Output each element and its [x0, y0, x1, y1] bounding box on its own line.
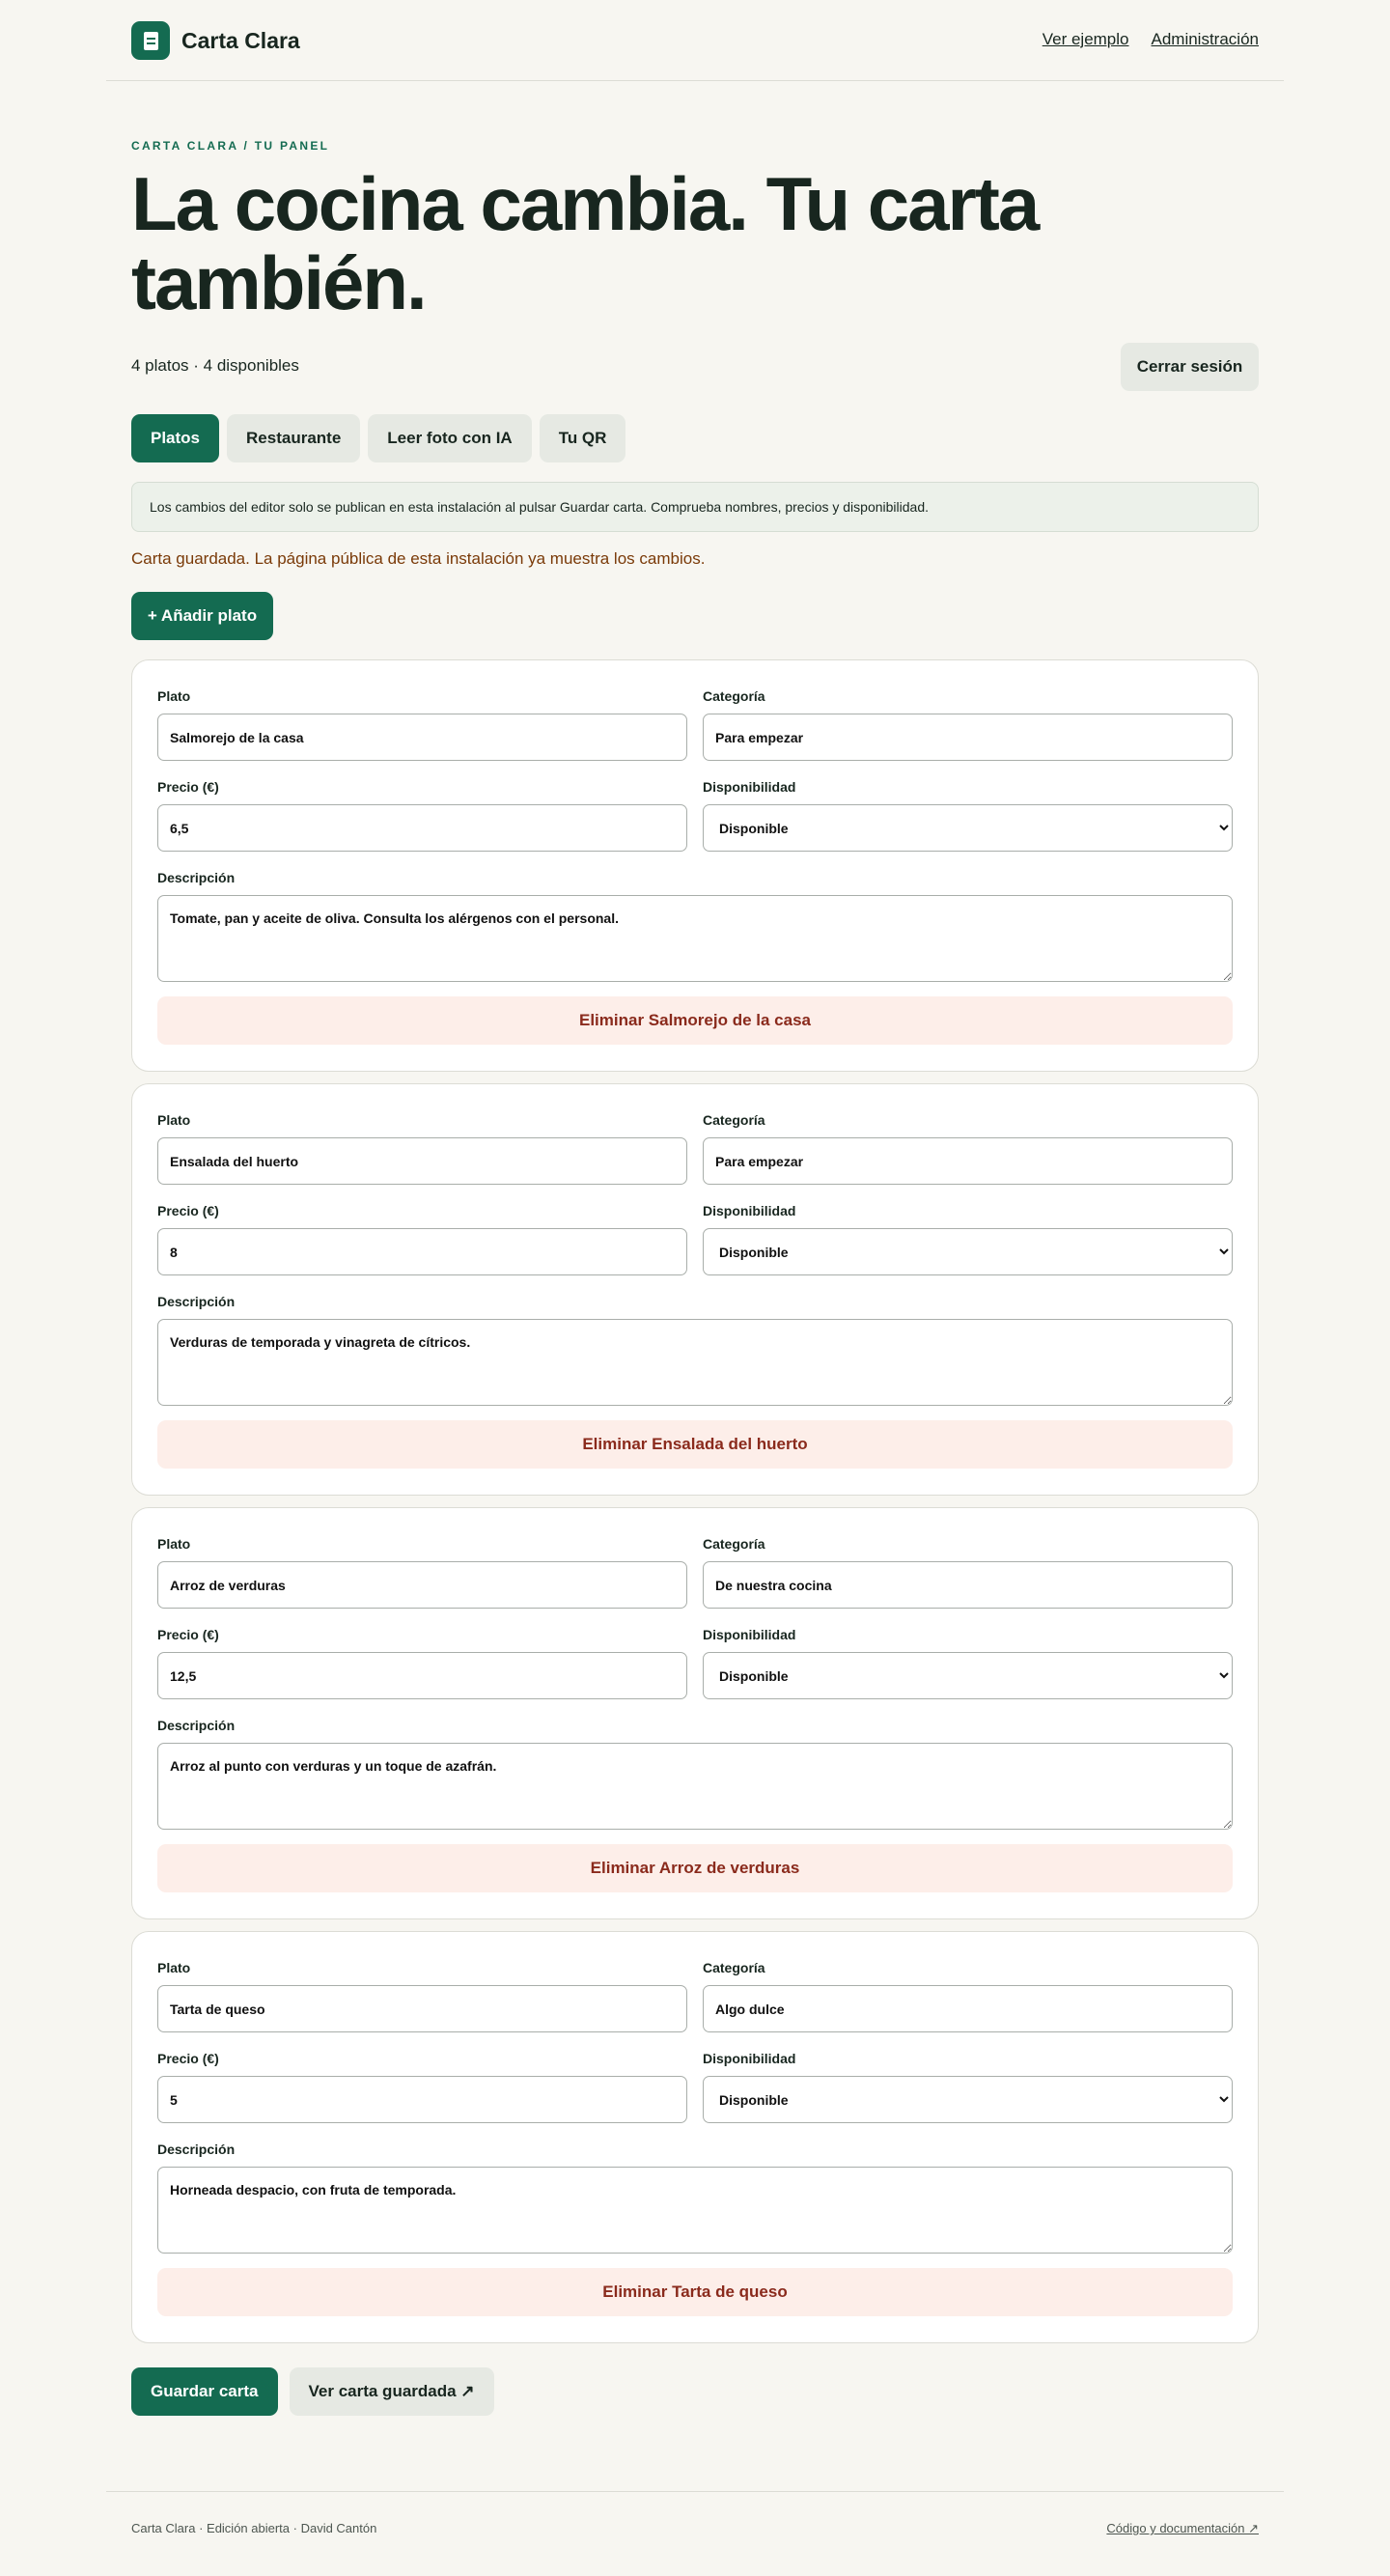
site-footer: [106, 2491, 1284, 2576]
dish-availability-select[interactable]: [703, 804, 1233, 852]
nav-link-admin[interactable]: Administración: [1151, 30, 1259, 48]
dish-description-label: Descripción: [157, 870, 236, 885]
dish-description-label: Descripción: [157, 1294, 236, 1309]
dish-description-label: Descripción: [157, 2142, 236, 2157]
dish-category-input[interactable]: [703, 1561, 1233, 1609]
dish-category-input[interactable]: [703, 1137, 1233, 1185]
dish-availability-select[interactable]: [703, 1228, 1233, 1275]
status-message: Carta guardada. La página pública de esta instalación ya muestra los cambios.: [131, 549, 706, 568]
dish-availability-label: Disponibilidad: [703, 2051, 796, 2066]
dish-description-input[interactable]: [157, 895, 1233, 982]
delete-dish-button[interactable]: Eliminar Salmorejo de la casa: [157, 996, 1233, 1045]
dish-price-input[interactable]: [157, 1228, 687, 1275]
dish-category-input[interactable]: [703, 714, 1233, 761]
dish-name-label: Plato: [157, 1960, 191, 1975]
logout-button[interactable]: Cerrar sesión: [1121, 343, 1259, 391]
tab-qr[interactable]: Tu QR: [540, 414, 626, 462]
dish-price-input[interactable]: [157, 804, 687, 852]
dish-price-input[interactable]: [157, 1652, 687, 1699]
view-saved-menu-button[interactable]: Ver carta guardada ↗: [290, 2367, 494, 2416]
tab-dishes[interactable]: Platos: [131, 414, 219, 462]
dish-availability-select[interactable]: [703, 2076, 1233, 2123]
dish-name-input[interactable]: [157, 714, 687, 761]
dish-category-input[interactable]: [703, 1985, 1233, 2032]
dish-availability-label: Disponibilidad: [703, 1203, 796, 1218]
dish-card: [131, 1083, 1259, 1496]
footer-docs-link[interactable]: Código y documentación ↗: [1106, 2521, 1259, 2535]
brand[interactable]: [131, 21, 300, 60]
delete-dish-button[interactable]: Eliminar Tarta de queso: [157, 2268, 1233, 2316]
document-icon: [131, 21, 170, 60]
dish-name-input[interactable]: [157, 1561, 687, 1609]
dish-card: [131, 1507, 1259, 1919]
nav-link-example[interactable]: Ver ejemplo: [1042, 30, 1129, 48]
publish-notice: Los cambios del editor solo se publican en esta instalación al pulsar Guardar carta. Comprueba nombres, precios y disponibilidad.: [131, 482, 1259, 532]
dish-name-label: Plato: [157, 688, 191, 704]
dish-name-input[interactable]: [157, 1985, 687, 2032]
dish-description-input[interactable]: [157, 1319, 1233, 1406]
breadcrumb: CARTA CLARA / TU PANEL: [131, 139, 330, 153]
page-title: La cocina cambia. Tu carta también.: [131, 161, 1039, 325]
dish-price-label: Precio (€): [157, 1627, 219, 1642]
footer-credits: Carta Clara · Edición abierta · David Cantón: [131, 2521, 377, 2535]
tab-restaurant[interactable]: Restaurante: [227, 414, 360, 462]
delete-dish-button[interactable]: Eliminar Arroz de verduras: [157, 1844, 1233, 1892]
dish-category-label: Categoría: [703, 1536, 765, 1552]
dish-card: [131, 659, 1259, 1072]
dish-category-label: Categoría: [703, 1112, 765, 1128]
dish-card: [131, 1931, 1259, 2343]
delete-dish-button[interactable]: Eliminar Ensalada del huerto: [157, 1420, 1233, 1469]
dish-availability-select[interactable]: [703, 1652, 1233, 1699]
dish-description-label: Descripción: [157, 1718, 236, 1733]
dish-price-label: Precio (€): [157, 779, 219, 795]
top-nav: [1042, 30, 1259, 49]
dish-name-label: Plato: [157, 1112, 191, 1128]
dish-price-label: Precio (€): [157, 2051, 219, 2066]
dish-category-label: Categoría: [703, 688, 765, 704]
dish-price-label: Precio (€): [157, 1203, 219, 1218]
dish-availability-label: Disponibilidad: [703, 1627, 796, 1642]
save-menu-button[interactable]: Guardar carta: [131, 2367, 278, 2416]
tab-read-photo-ai[interactable]: Leer foto con IA: [368, 414, 531, 462]
dish-category-label: Categoría: [703, 1960, 765, 1975]
dish-name-input[interactable]: [157, 1137, 687, 1185]
dish-availability-label: Disponibilidad: [703, 779, 796, 795]
panel-tabs: [131, 414, 626, 462]
brand-name: Carta Clara: [181, 27, 300, 53]
bottom-actions: [131, 2367, 494, 2416]
add-dish-button[interactable]: + Añadir plato: [131, 592, 273, 640]
dish-summary: 4 platos · 4 disponibles: [131, 356, 299, 375]
dish-name-label: Plato: [157, 1536, 191, 1552]
dish-description-input[interactable]: [157, 1743, 1233, 1830]
dish-price-input[interactable]: [157, 2076, 687, 2123]
dish-description-input[interactable]: [157, 2167, 1233, 2254]
site-header: [106, 0, 1284, 81]
